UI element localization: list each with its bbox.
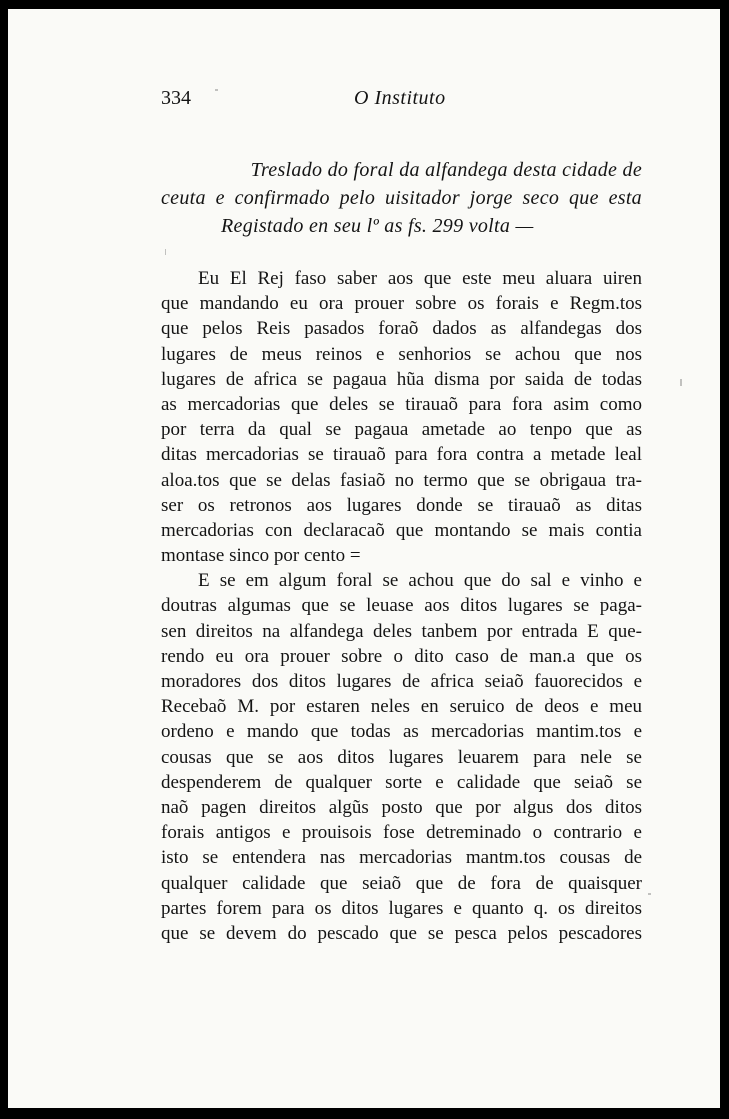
text-line: lugares de meus reinos e senhorios se achou que nos (161, 343, 642, 365)
document-page (8, 9, 720, 1108)
heading-line: ceuta e confirmado pelo uisitador jorge seco que esta (161, 187, 642, 209)
text-line: aloa.tos que se delas fasiaõ no termo que se obrigaua tra- (161, 469, 642, 491)
text-line: que pelos Reis pasados foraõ dados as alfandegas dos (161, 318, 642, 340)
text-line: despenderem de qualquer sorte e calidade que seiaõ se (161, 771, 642, 793)
text-line: naõ pagen direitos algũs posto que por algus dos ditos (161, 796, 642, 818)
text-line: lugares de africa se pagaua hũa disma por saida de todas (161, 368, 642, 390)
text-line: Eu El Rej faso saber aos que este meu aluara uiren (198, 268, 642, 289)
text-line: Recebaõ M. por estaren neles en seruico de deos e meu (161, 696, 642, 718)
document-heading (161, 156, 642, 240)
text-line: ordeno e mando que todas as mercadorias mantim.tos e (161, 721, 642, 743)
body-text (161, 266, 642, 946)
text-line: partes forem para os ditos lugares e quanto q. os direitos (161, 897, 642, 919)
page-number: 334 (161, 87, 191, 109)
scan-speck (165, 249, 166, 255)
paragraph-2 (161, 568, 642, 946)
paragraph-1 (161, 266, 642, 568)
text-line: isto se entendera nas mercadorias mantm.tos cousas de (161, 847, 642, 869)
running-title: O Instituto (354, 87, 446, 109)
text-line: que se devem do pescado que se pesca pelos pescadores (161, 922, 642, 944)
text-line: cousas que se aos ditos lugares leuarem para nele se (161, 746, 642, 768)
text-line: sen direitos na alfandega deles tanbem por entrada E que- (161, 620, 642, 642)
text-line: forais antigos e prouisois fose detreminado o contrario e (161, 822, 642, 844)
text-line: ser os retronos aos lugares donde se tirauaõ as ditas (161, 494, 642, 516)
text-line: moradores dos ditos lugares de africa seiaõ fauorecidos e (161, 671, 642, 692)
heading-line: Treslado do foral da alfandega desta cidade de (250, 159, 642, 181)
scan-speck (680, 379, 682, 386)
text-line: rendo eu ora prouer sobre o dito caso de man.a que os (161, 645, 642, 667)
text-line: que mandando eu ora prouer sobre os forais e Regm.tos (161, 293, 642, 315)
text-line: as mercadorias que deles se tirauaõ para fora asim como (161, 393, 642, 415)
text-line: qualquer calidade que seiaõ que de fora de quaisquer (161, 872, 642, 894)
scan-speck (215, 89, 218, 91)
scan-speck (648, 893, 651, 895)
text-line: por terra da qual se pagaua ametade ao tenpo que as (161, 419, 642, 441)
text-line: mercadorias con declaracaõ que montando se mais contia (161, 519, 642, 541)
text-line: doutras algumas que se leuase aos ditos lugares se paga- (161, 595, 642, 617)
text-line: montase sinco por cento = (161, 545, 361, 567)
text-line: ditas mercadorias se tirauaõ para fora contra a metade leal (161, 444, 642, 466)
text-line: E se em algum foral se achou que do sal e vinho e (198, 570, 642, 592)
heading-line: Registado en seu lº as fs. 299 volta — (221, 215, 534, 237)
